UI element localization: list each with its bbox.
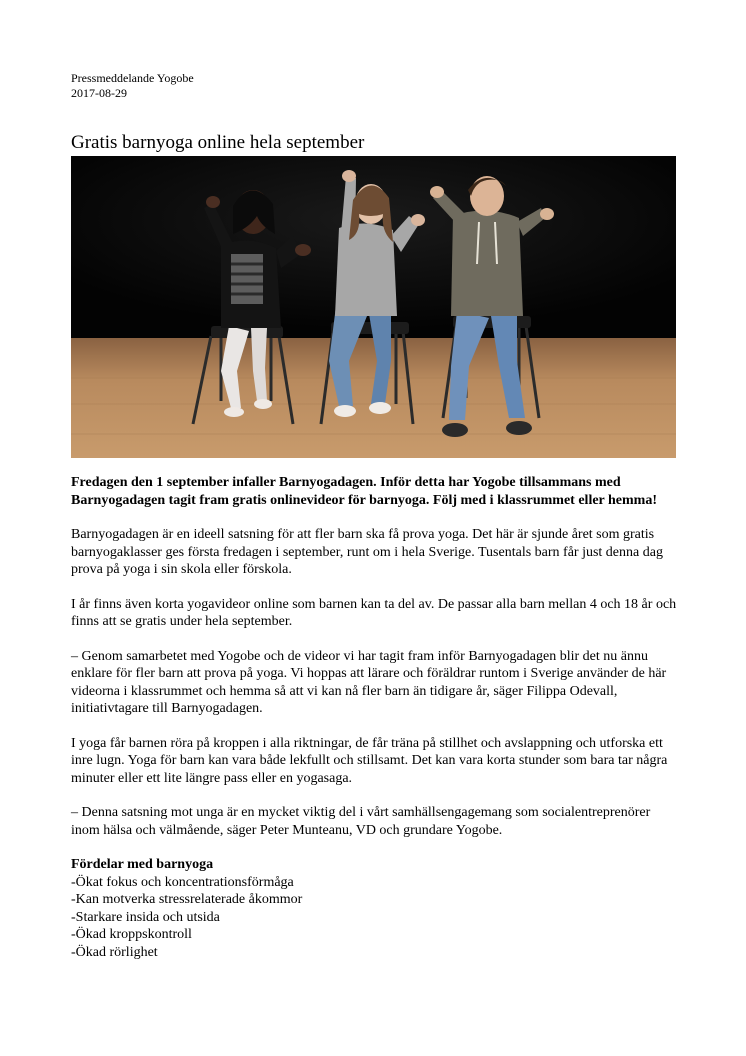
benefits-list [71, 874, 681, 962]
article-photo [71, 156, 676, 458]
benefits-heading: Fördelar med barnyoga [71, 857, 214, 872]
benefits-list-item: -Ökad kroppskontroll [71, 927, 192, 942]
article-paragraph-4: I yoga får barnen röra på kroppen i alla riktningar, de får träna på stillhet och avslappning och utforska ett inre lugn. Yoga för barn kan vara både lekfullt och stillsamt. Det kan vara korta stunder som bara tar några minuter eller ett lite längre pass eller en yogasaga. [71, 735, 668, 786]
kids-yoga-photo-illustration [71, 156, 676, 458]
press-release-page [71, 71, 681, 961]
article-paragraph-2: I år finns även korta yogavideor online som barnen kan ta del av. De passar alla barn mellan 4 och 18 år och finns att se gratis under hela september. [71, 596, 677, 629]
article-lead: Fredagen den 1 september infaller Barnyogadagen. Inför detta har Yogobe tillsammans med Barnyogadagen tagit fram gratis onlinevideor för barnyoga. Följ med i klassrummet eller hemma! [71, 475, 657, 508]
press-release-date: 2017-08-29 [71, 86, 127, 100]
article-paragraph-5: – Denna satsning mot unga är en mycket viktig del i vårt samhällsengagemang som socialentreprenörer inom hälsa och välmående, säger Peter Munteanu, VD och grundare Yogobe. [71, 805, 651, 838]
benefits-list-item: -Ökad rörlighet [71, 944, 158, 960]
benefits-list-item: -Kan motverka stressrelaterade åkommor [71, 892, 303, 907]
press-release-source: Pressmeddelande Yogobe [71, 71, 194, 85]
article-title: Gratis barnyoga online hela september [71, 132, 365, 153]
benefits-list-item: -Starkare insida och utsida [71, 909, 220, 925]
benefits-list-item: -Ökat fokus och koncentrationsförmåga [71, 874, 294, 890]
article-paragraph-3: – Genom samarbetet med Yogobe och de videor vi har tagit fram inför Barnyogadagen blir det nu ännu enklare för fler barn att prova på yoga. Vi hoppas att lärare och föräldrar runtom i Sverige använder de här videorna i klassrummet och hemma så att vi kan nå fler barn än tidigare år, säger Filippa Odevall, initiativtagare till Barnyogadagen. [71, 648, 667, 716]
article-paragraph-1: Barnyogadagen är en ideell satsning för att fler barn ska få prova yoga. Det här är sjunde året som gratis barnyogaklasser ges första fredagen i september, runt om i hela Sverige. Tusentals barn får just denna dag prova på yoga i sin skola eller förskola. [71, 527, 663, 577]
